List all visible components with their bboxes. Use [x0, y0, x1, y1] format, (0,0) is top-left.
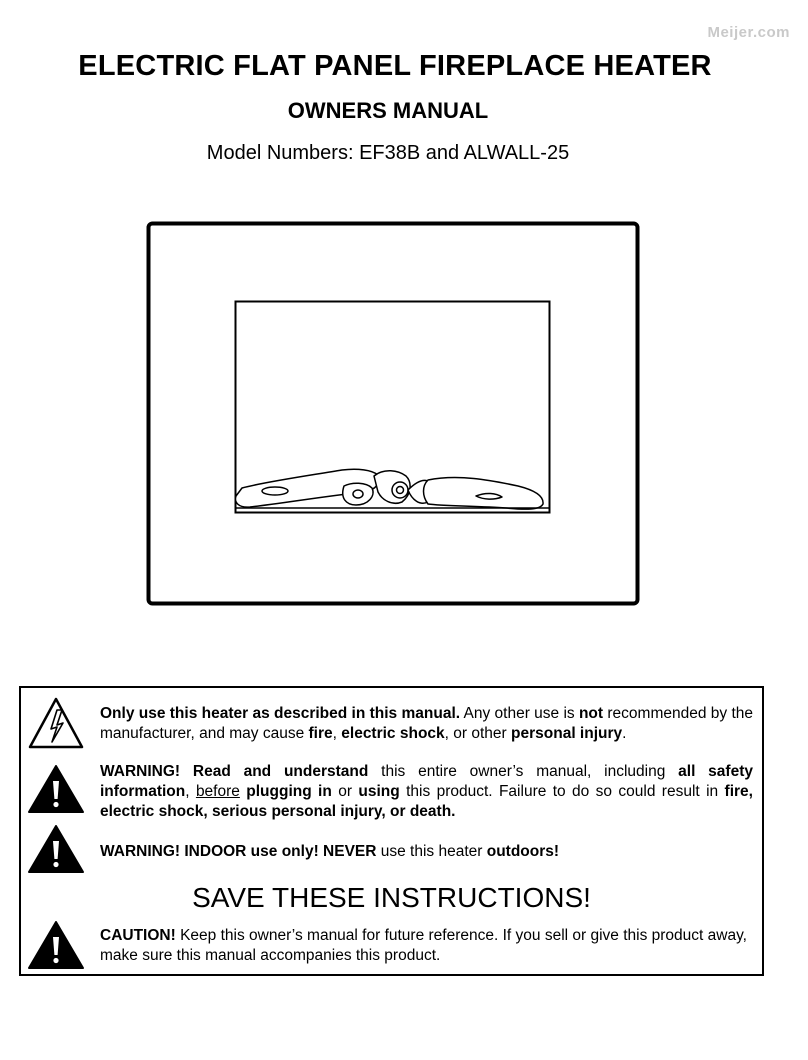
caution-icon [27, 920, 85, 970]
watermark: Meijer.com [707, 24, 790, 41]
safety-warnings-box [19, 686, 764, 976]
warning-text-caution: CAUTION! Keep this owner’s manual for future reference. If you sell or give this product away, make sure this manual accompanies this product. [100, 927, 747, 964]
caution-icon [27, 764, 85, 814]
document-title: ELECTRIC FLAT PANEL FIREPLACE HEATER [78, 50, 712, 82]
warning-text-usage: Only use this heater as described in this manual. Any other use is not recommended by the manufacturer, and may cause fire, electric shock, or other personal injury. [100, 705, 753, 742]
warning-text-read-manual: WARNING! Read and understand this entire owner’s manual, including all safety information, before plugging in or using this product. Failure to do so could result in fire, electric shock, serious personal injury, or death. [100, 763, 753, 820]
save-instructions-heading: SAVE THESE INSTRUCTIONS! [192, 882, 591, 913]
caution-icon [27, 824, 85, 874]
model-numbers: Model Numbers: EF38B and ALWALL-25 [206, 142, 570, 164]
electric-shock-warning-icon [27, 696, 85, 750]
document-subtitle: OWNERS MANUAL [287, 98, 489, 123]
warning-text-indoor: WARNING! INDOOR use only! NEVER use this heater outdoors! [100, 843, 560, 860]
fireplace-illustration [146, 220, 640, 606]
